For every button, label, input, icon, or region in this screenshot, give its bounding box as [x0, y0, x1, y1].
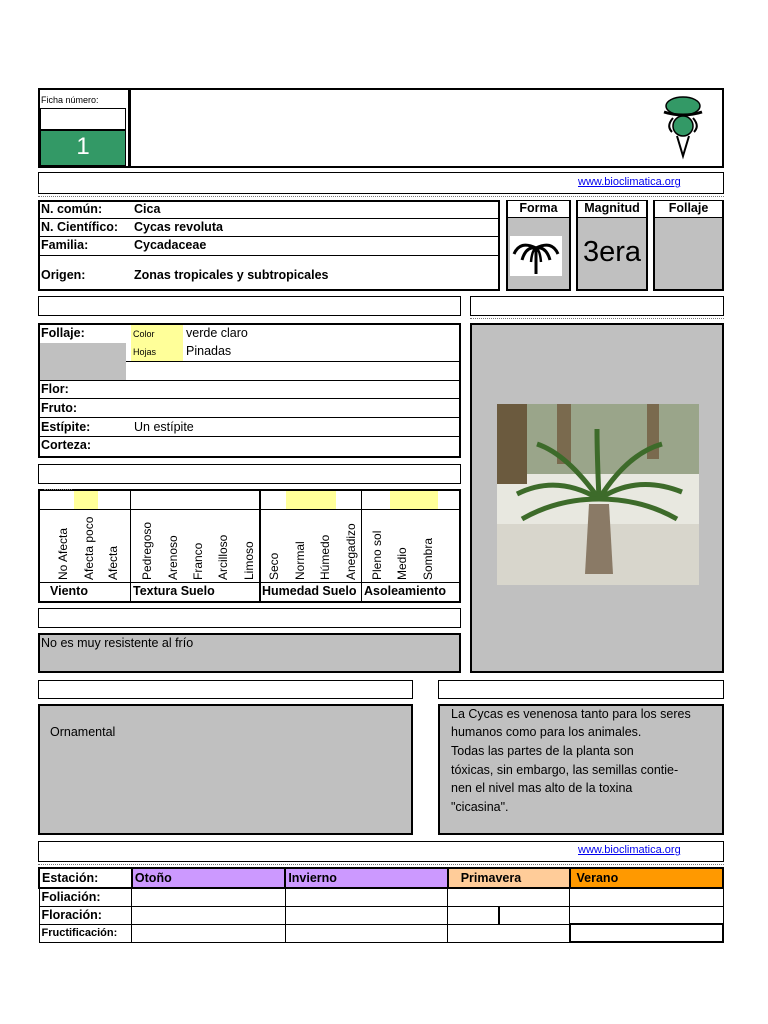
asoleamiento-opt-sombra: Sombra	[421, 537, 435, 580]
morph-row-fruto	[40, 399, 459, 418]
ficha-number-label: Ficha número:	[41, 95, 99, 105]
magnitud-label: Magnitud	[578, 201, 646, 218]
floracion-primavera-split	[498, 907, 500, 924]
group-divider-3	[361, 491, 362, 601]
section-bar-2	[38, 464, 461, 484]
viento-title: Viento	[50, 584, 88, 598]
asoleamiento-opt-medio: Medio	[395, 547, 409, 580]
origin-label: Origen:	[41, 268, 86, 282]
textura-opt-arcilloso: Arcilloso	[216, 534, 230, 580]
humedad-opt-normal: Normal	[293, 541, 307, 580]
season-primavera: Primavera	[448, 868, 570, 888]
color-label: Color	[131, 325, 183, 343]
header-frame	[38, 88, 724, 168]
fructificacion-primavera	[448, 924, 570, 942]
fructificacion-verano	[570, 924, 723, 942]
uso-text: Ornamental	[50, 725, 116, 739]
season-otono: Otoño	[132, 868, 285, 888]
common-name-value: Cica	[134, 202, 161, 216]
humedad-opt-humedo: Húmedo	[318, 534, 332, 580]
fruto-label: Fruto:	[41, 401, 78, 415]
foliacion-primavera	[448, 888, 570, 906]
humedad-selected	[286, 491, 336, 509]
morph-row-estipite	[40, 418, 459, 437]
morph-row-follaje	[40, 325, 459, 343]
section-bar-1	[38, 296, 461, 316]
header-divider	[128, 90, 131, 166]
ficha-number: 1	[76, 133, 90, 160]
estipite-value: Un estípite	[134, 420, 194, 434]
textura-opt-limoso: Limoso	[242, 541, 256, 580]
humedad-title: Humedad Suelo	[262, 584, 357, 598]
scientific-name-label: N. Científico:	[41, 220, 119, 234]
hojas-label: Hojas	[131, 343, 183, 361]
group-divider-2	[259, 491, 261, 601]
asoleamiento-opt-pleno-sol: Pleno sol	[370, 530, 384, 580]
website-link-top[interactable]: www.bioclimatica.org	[578, 176, 681, 188]
floracion-otono	[132, 906, 285, 924]
color-value: verde claro	[186, 326, 248, 340]
ident-row-1	[40, 201, 498, 219]
estacion-label: Estación:	[39, 868, 132, 888]
bioclimatica-logo	[660, 94, 706, 160]
common-name-label: N. común:	[41, 202, 103, 216]
ficha-spacer	[40, 108, 126, 130]
textura-opt-pedregoso: Pedregoso	[140, 521, 154, 580]
textura-title: Textura Suelo	[133, 584, 215, 598]
morph-row-hojas	[40, 343, 459, 361]
cold-note-text: No es muy resistente al frío	[41, 636, 194, 650]
plant-photo	[497, 404, 699, 585]
toxicity-line-2: humanos como para los animales.	[451, 725, 642, 739]
follaje-label: Follaje:	[41, 326, 85, 340]
morph-row-flor	[40, 380, 459, 399]
group-divider-1	[130, 491, 131, 601]
viento-opt-no-afecta: No Afecta	[56, 527, 70, 580]
flor-label: Flor:	[41, 382, 69, 396]
viento-opt-afecta: Afecta	[106, 545, 120, 580]
hojas-value: Pinadas	[186, 344, 232, 358]
conditions-dots	[44, 489, 72, 490]
ident-row-4	[40, 256, 498, 289]
foliacion-label: Foliación:	[39, 888, 132, 906]
viento-opt-afecta-poco: Afecta poco	[82, 516, 96, 580]
humedad-opt-anegadizo: Anegadizo	[344, 523, 358, 580]
toxicity-line-6: "cicasina".	[451, 800, 509, 814]
dotted-separator	[38, 196, 724, 197]
family-value: Cycadaceae	[134, 238, 207, 252]
corteza-label: Corteza:	[41, 438, 92, 452]
viento-selected	[74, 491, 98, 509]
fructificacion-invierno	[285, 924, 447, 942]
website-link-bottom[interactable]: www.bioclimatica.org	[578, 844, 681, 856]
follaje-top-label: Follaje	[655, 201, 722, 218]
forma-label: Forma	[508, 201, 569, 218]
section-bar-3	[38, 608, 461, 628]
morph-row-corteza	[40, 437, 459, 456]
section-bar-tox	[438, 680, 724, 699]
conditions-title-line	[40, 582, 459, 583]
conditions-header-line	[40, 509, 459, 510]
uso-box	[38, 704, 413, 835]
toxicity-line-5: nen el nivel mas alto de la toxina	[451, 781, 633, 795]
textura-opt-arenoso: Arenoso	[166, 535, 180, 580]
floracion-primavera	[448, 906, 570, 924]
dotted-separator-2	[470, 318, 724, 319]
floracion-invierno	[285, 906, 447, 924]
scientific-name-value: Cycas revoluta	[134, 220, 223, 234]
section-bar-uso	[38, 680, 413, 699]
dotted-separator-3	[38, 864, 724, 865]
toxicity-line-4: tóxicas, sin embargo, las semillas contie-	[451, 763, 679, 777]
morph-divider-1	[126, 361, 459, 362]
textura-opt-franco: Franco	[191, 542, 205, 580]
foliacion-verano	[570, 888, 723, 906]
foliacion-invierno	[285, 888, 447, 906]
magnitud-value: 3era	[582, 236, 642, 268]
season-invierno: Invierno	[285, 868, 447, 888]
humedad-opt-seco: Seco	[267, 552, 281, 580]
ident-row-3	[40, 237, 498, 256]
estipite-label: Estípite:	[41, 420, 91, 434]
toxicity-line-3: Todas las partes de la planta son	[451, 744, 634, 758]
foliacion-otono	[132, 888, 285, 906]
seasons-table	[38, 867, 724, 943]
fructificacion-label: Fructificación:	[39, 924, 132, 942]
section-bar-right-1	[470, 296, 724, 316]
asoleamiento-title: Asoleamiento	[364, 584, 446, 598]
ident-row-2	[40, 219, 498, 237]
origin-value: Zonas tropicales y subtropicales	[134, 268, 329, 282]
fructificacion-otono	[132, 924, 285, 942]
season-verano: Verano	[570, 868, 723, 888]
floracion-verano	[570, 906, 723, 924]
palm-form-icon	[512, 238, 560, 274]
asoleamiento-selected	[390, 491, 438, 509]
floracion-label: Floración:	[39, 906, 132, 924]
family-label: Familia:	[41, 238, 89, 252]
toxicity-line-1: La Cycas es venenosa tanto para los seres	[451, 707, 691, 721]
